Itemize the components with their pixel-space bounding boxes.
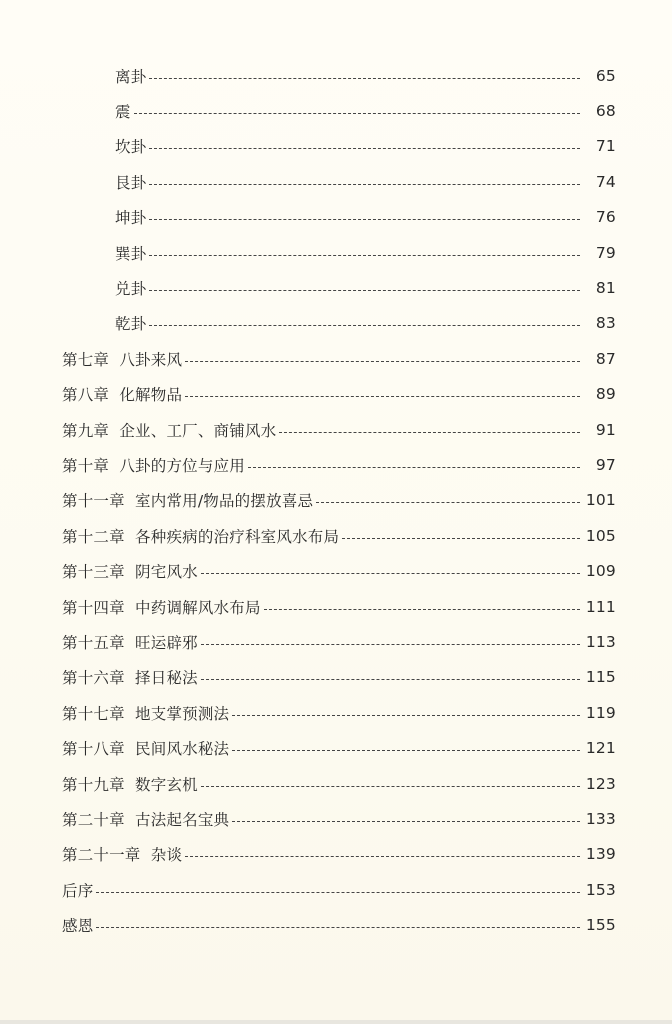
dot-leader xyxy=(96,891,580,893)
toc-entry xyxy=(0,164,672,199)
toc-entry xyxy=(0,483,672,518)
toc-entry-page: 123 xyxy=(585,774,616,793)
toc-entry-page: 113 xyxy=(585,632,616,651)
toc-entry xyxy=(0,306,672,341)
toc-entry xyxy=(0,766,672,801)
toc-entry-page: 89 xyxy=(595,385,616,404)
toc-entry xyxy=(0,129,672,164)
toc-entry xyxy=(0,730,672,765)
dot-leader xyxy=(201,572,580,574)
dot-leader xyxy=(232,820,580,822)
toc-entry-page: 81 xyxy=(595,279,616,298)
toc-entry-page: 71 xyxy=(595,137,616,156)
toc-entry-page: 105 xyxy=(585,526,616,545)
table-of-contents xyxy=(0,58,672,943)
toc-entry xyxy=(0,801,672,836)
toc-entry xyxy=(0,695,672,730)
dot-leader xyxy=(149,324,580,326)
toc-entry-title: 后序 xyxy=(62,881,94,900)
toc-entry xyxy=(0,58,672,93)
dot-leader xyxy=(232,749,580,751)
toc-entry xyxy=(0,660,672,695)
toc-entry xyxy=(0,377,672,412)
toc-entry-page: 79 xyxy=(595,243,616,262)
toc-entry-title: 震 xyxy=(115,103,131,122)
toc-entry-title: 第十二章 各种疾病的治疗科室风水布局 xyxy=(62,527,340,546)
dot-leader xyxy=(185,360,580,362)
dot-leader xyxy=(149,254,580,256)
toc-entry-title: 感恩 xyxy=(62,917,94,936)
toc-entry-title: 坎卦 xyxy=(115,138,147,157)
toc-entry-page: 111 xyxy=(585,597,616,616)
toc-entry-page: 91 xyxy=(595,420,616,439)
dot-leader xyxy=(201,678,580,680)
toc-entry-page: 139 xyxy=(585,845,616,864)
dot-leader xyxy=(342,537,580,539)
dot-leader xyxy=(279,431,580,433)
toc-entry-title: 第七章 八卦来风 xyxy=(62,350,183,369)
toc-entry-page: 153 xyxy=(585,880,616,899)
toc-entry xyxy=(0,200,672,235)
toc-entry xyxy=(0,553,672,588)
toc-entry-title: 坤卦 xyxy=(115,209,147,228)
toc-entry-page: 155 xyxy=(585,916,616,935)
toc-entry-page: 76 xyxy=(595,208,616,227)
toc-entry-title: 第十五章 旺运辟邪 xyxy=(62,633,198,652)
toc-entry-title: 兑卦 xyxy=(115,280,147,299)
dot-leader xyxy=(96,926,580,928)
dot-leader xyxy=(248,466,580,468)
toc-entry-title: 第十八章 民间风水秘法 xyxy=(62,740,230,759)
toc-entry xyxy=(0,447,672,482)
toc-entry-page: 119 xyxy=(585,703,616,722)
toc-entry-title: 第十章 八卦的方位与应用 xyxy=(62,456,245,475)
toc-entry xyxy=(0,624,672,659)
toc-entry xyxy=(0,837,672,872)
toc-entry-page: 109 xyxy=(585,562,616,581)
toc-entry xyxy=(0,93,672,128)
toc-entry xyxy=(0,872,672,907)
dot-leader xyxy=(149,77,580,79)
toc-entry-page: 121 xyxy=(585,739,616,758)
toc-entry xyxy=(0,235,672,270)
toc-entry-title: 巽卦 xyxy=(115,244,147,263)
dot-leader xyxy=(149,218,580,220)
dot-leader xyxy=(264,608,580,610)
toc-entry xyxy=(0,907,672,942)
toc-entry-title: 第十三章 阴宅风水 xyxy=(62,563,198,582)
toc-entry-title: 离卦 xyxy=(115,67,147,86)
page-bottom-edge xyxy=(0,1020,672,1024)
toc-entry-page: 83 xyxy=(595,314,616,333)
toc-entry-title: 第十七章 地支掌预测法 xyxy=(62,704,230,723)
toc-entry-title: 第十一章 室内常用/物品的摆放喜忌 xyxy=(62,492,314,511)
dot-leader xyxy=(185,395,580,397)
toc-entry-page: 115 xyxy=(585,668,616,687)
toc-entry-title: 第十九章 数字玄机 xyxy=(62,775,198,794)
dot-leader xyxy=(149,289,580,291)
dot-leader xyxy=(149,147,580,149)
toc-entry xyxy=(0,270,672,305)
dot-leader xyxy=(201,643,580,645)
toc-entry-page: 101 xyxy=(585,491,616,510)
toc-entry-title: 第十四章 中药调解风水布局 xyxy=(62,598,261,617)
toc-entry-title: 第二十章 古法起名宝典 xyxy=(62,810,230,829)
toc-entry-page: 74 xyxy=(595,172,616,191)
dot-leader xyxy=(185,855,580,857)
toc-entry xyxy=(0,518,672,553)
toc-entry-title: 艮卦 xyxy=(115,173,147,192)
dot-leader xyxy=(201,785,580,787)
toc-entry-page: 68 xyxy=(595,102,616,121)
toc-entry xyxy=(0,412,672,447)
dot-leader xyxy=(316,501,580,503)
dot-leader xyxy=(149,183,580,185)
toc-entry xyxy=(0,341,672,376)
toc-entry-page: 87 xyxy=(595,349,616,368)
toc-entry-title: 乾卦 xyxy=(115,315,147,334)
toc-entry xyxy=(0,589,672,624)
dot-leader xyxy=(134,112,580,114)
dot-leader xyxy=(232,714,580,716)
toc-entry-title: 第十六章 择日秘法 xyxy=(62,669,198,688)
toc-entry-title: 第二十一章 杂谈 xyxy=(62,846,183,865)
toc-entry-title: 第八章 化解物品 xyxy=(62,386,183,405)
toc-entry-title: 第九章 企业、工厂、商铺风水 xyxy=(62,421,277,440)
toc-entry-page: 65 xyxy=(595,66,616,85)
toc-entry-page: 97 xyxy=(595,455,616,474)
toc-entry-page: 133 xyxy=(585,809,616,828)
